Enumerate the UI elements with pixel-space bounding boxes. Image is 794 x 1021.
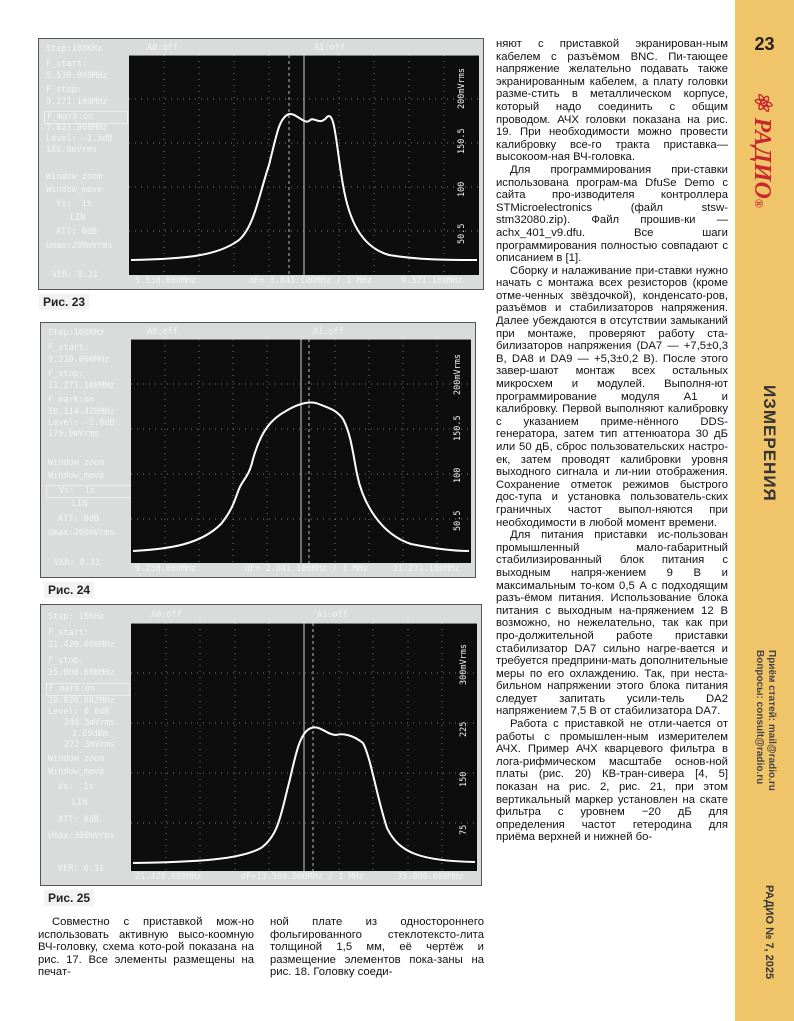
panel-fstop-label: F_stop: (48, 369, 84, 379)
panel-fstart-value: 9.230.000MHz (48, 355, 110, 365)
header-a1: A1:off (313, 327, 344, 337)
logo-atom-icon: ⚛ (749, 90, 775, 118)
footer-start-freq: 9.230.000MHz (135, 564, 197, 574)
figure-25-screenshot (40, 604, 482, 886)
y-tick: 100 (457, 181, 467, 197)
panel-window-move: Window_move (48, 767, 105, 777)
footer-stop-freq: 9.371.100MHz (401, 276, 463, 286)
logo-mark: ® (752, 198, 766, 208)
header-a0: A0:off (151, 610, 182, 620)
panel-window-move: Window_move (48, 471, 105, 481)
panel-step: Step: 10KHz (48, 612, 105, 622)
panel-lin: LIN (72, 798, 88, 808)
panel-level: Level: -2.0dB (48, 418, 115, 428)
panel-step: Step:100KHz (48, 328, 105, 338)
panel-fstop-label: F_stop: (46, 85, 82, 95)
page-sidebar: 23 ⚛ РАДИО® ИЗМЕРЕНИЯ Приём статей: mail@radio.ru Вопросы: consult@radio.ru РАДИО № 7, 2025 (735, 0, 794, 1021)
panel-vrms2: 272.3mVrms (64, 740, 116, 750)
panel-fstart-label: F_start: (48, 628, 89, 638)
bottom-left-text (38, 916, 254, 979)
panel-level: Level: 0.8dB (48, 707, 110, 717)
bottom-mid-text (270, 916, 484, 979)
figure-24-screenshot (40, 322, 476, 578)
scope-side-panel (44, 326, 128, 574)
paragraph: Работа с приставкой не отли-чается от работы с промышлен-ным измерителем АЧХ. Пример АЧХ кварцевого фильтра в лога-рифмическом масштабе основ-ной платы (рис. 20) КВ-тран-сивера [4, 5] показан на рис. 2, рис. 21, при этом вертикальный маркер установлен на скате фильтра с уровнем −20 дБ для определения частот гетеродина для приёма верхней и нижней бо- (496, 718, 728, 844)
y-tick: 50.5 (457, 223, 467, 244)
panel-fmark: F_mark:on (44, 111, 128, 124)
panel-att: ATT: 0dB (58, 815, 99, 825)
footer-stop-freq: 11.271.100MHz (393, 564, 460, 574)
panel-level: Level: -1.5dB (46, 134, 113, 144)
panel-version: VER: 8.31 (52, 270, 99, 280)
contacts-questions: Вопросы: consult@radio.ru (754, 650, 765, 785)
panel-lin: LIN (72, 499, 88, 509)
plot-area (131, 339, 471, 563)
footer-start-freq: 5.530.000MHz (135, 276, 197, 286)
footer-start-freq: 21.420.000MHz (135, 872, 202, 882)
y-tick: 50.5 (453, 510, 463, 531)
footer-span: dF= 3.841.100MHz / 1 MHz (249, 276, 372, 286)
scope-side-panel (42, 42, 126, 286)
panel-fstop-value: 35.000.000MHz (48, 668, 115, 678)
panel-fstop-value: 11.271.100MHz (48, 381, 115, 391)
panel-version: VER: 6.31 (58, 864, 105, 874)
panel-att: ATT: 0dB (58, 514, 99, 524)
panel-vrms: 176.9mVrms (48, 429, 100, 439)
panel-fstop-value: 9.371.100MHz (46, 97, 108, 107)
spectrum-plot (131, 339, 471, 563)
right-text-column (496, 38, 728, 844)
paragraph: ной плате из одностороннего фольгированного стеклотексто-лита толщиной 1,5 мм, её чертёж и размещение элементов пока-заны на рис. 18. Головку соеди- (270, 916, 484, 979)
figure-23-caption: Рис. 23 (39, 294, 89, 310)
panel-dbm: 1.69dBm (72, 729, 108, 739)
panel-vs: Vs: 1s (56, 199, 92, 209)
panel-mark-freq: 28.026.882MHz (48, 696, 115, 706)
paragraph: няют с приставкой экранирован-ным кабелем с разъёмом BNC. Пи-тающее напряжение желательно подавать также экранированным кабелем, а плату головки разме-стить в металлическом корпусе, который надо соединить с общим проводом. АЧХ головки показана на рис. 19. При необходимости можно провести калибровку все-го тракта приставка—высокоом-ная ВЧ-головка. (496, 38, 728, 164)
paragraph: Для питания приставки ис-пользован промышленный мало-габаритный стабилизированный блок питания с выходным напря-жением 9 В и максимальным то-ком 0,5 А с подходящим разъ-ёмом питания. Использование блока питания с выходным на-пряжением 12 В возможно, но нежелательно, так как при про-должительной работе приставки стабилизатор DA7 сильно нагре-вается и требуется предприни-мать дополнительные меры по его охлаждению. Так, при неста-бильном напряжении этого блока питания следует запитать усили-тель DA2 напряжением 7,5 В от стабилизатора DA7. (496, 529, 728, 718)
panel-umax: Umax:300mVrms (48, 831, 115, 841)
panel-fstart-value: 5.530.000MHz (46, 71, 108, 81)
y-tick: 150.5 (453, 415, 463, 441)
panel-version: VER: 8.31 (54, 558, 101, 568)
y-tick: 300mVrms (459, 644, 469, 685)
panel-fstop-label: F_stop: (48, 656, 84, 666)
y-tick: 200mVrms (453, 354, 463, 395)
panel-window-move: Window_move (46, 185, 103, 195)
plot-area (131, 623, 477, 871)
panel-umax: Umax:200mVrms (46, 241, 113, 251)
panel-fstart-label: F_start: (46, 59, 87, 69)
paragraph: Для программирования при-ставки использована програм-ма DfuSe Demo с сайта про-изводителя контроллера STMicroelectronics (файл stsw-stm32080.zip). Файл прошив-ки — achx_401_v9.dfu. Все шаги программирования полностью совпадают с описанием в [1]. (496, 163, 728, 265)
panel-vs: Vs: 1s (46, 485, 140, 498)
y-tick: 200mVrms (457, 68, 467, 109)
panel-fmark: F_mark:on (46, 683, 130, 696)
panel-mark-freq: 7.027.968MHz (46, 123, 108, 133)
panel-fmark: F_mark:on (48, 395, 95, 405)
y-tick: 150 (459, 771, 469, 787)
paragraph: Сборку и налаживание при-ставки нужно начать с монтажа всех резисторов (кроме отме-ченных звёздочкой), конденсато-ров, разъёмов и стабилизаторов напряжения. Далее убеждаются в отсутствии замыканий при монтаже, проверяют работу ста-билизаторов напряжения (DA7 — +7,5±0,3 В, DA8 и DA9 — +5,3±0,2 В). После этого завер-шают монтаж всех остальных микросхем и модулей. Выполня-ют программирование модуля A1 и калибровку. Первой выполняют калибровку с указанием приме-нённого DDS-генератора, затем тип аттенюатора 30 дБ или 50 дБ, сброс пользовательских настро-ек, затем проводят калибровки уровня выходного сигнала и ли-нии отображения. Сохранение отметок режимов быстрого дос-тупа и установка пользователь-ских граничных частот выпол-няются при необходимости в любой момент времени. (496, 264, 728, 529)
plot-area (129, 55, 479, 275)
page-number: 23 (754, 34, 775, 54)
paragraph: Совместно с приставкой мож-но использовать активную высо-коомную ВЧ-головку, схема кото-рой показана на рис. 17. Все элементы размещены на печат- (38, 916, 254, 979)
panel-att: ATT: 0dB (56, 227, 97, 237)
figure-24-caption: Рис. 24 (44, 582, 94, 598)
scope-side-panel (44, 608, 128, 882)
y-tick: 75 (459, 824, 469, 835)
spectrum-plot (131, 623, 477, 871)
header-a0: A0:off (147, 327, 178, 337)
header-a1: A1:off (317, 610, 348, 620)
panel-fstart-value: 21.420.000MHz (48, 640, 115, 650)
panel-window-zoom: Window_zoom (48, 754, 105, 764)
panel-fstart-label: F_start: (48, 343, 89, 353)
header-a0: A0:off (147, 43, 178, 53)
panel-window-zoom: Window_zoom (46, 172, 103, 182)
footer-span: dF= 2.041.100MHz / 1 MHz (245, 564, 368, 574)
y-tick: 150.5 (457, 128, 467, 154)
y-tick: 225 (459, 721, 469, 737)
figure-25-caption: Рис. 25 (44, 890, 94, 906)
footer-stop-freq: 35.000.000MHz (397, 872, 464, 882)
footer-span: dF=13.580.000MHz / 1 MHz (241, 872, 364, 882)
logo-text: РАДИО (749, 117, 775, 199)
panel-vrms: 186.6mVrms (46, 145, 98, 155)
spectrum-plot (129, 55, 479, 275)
panel-window-zoom: Window_zoom (48, 458, 105, 468)
panel-mark-freq: 10.114.420MHz (48, 407, 115, 417)
panel-vs: Vs: 1s (58, 782, 94, 792)
panel-umax: Umax:200mVrms (48, 528, 115, 538)
panel-vrms: 246.5mVrms (64, 718, 116, 728)
header-a1: A1:off (314, 43, 345, 53)
contacts-submissions: Приём статей: mail@radio.ru (766, 650, 777, 791)
panel-step: Step:100KHz (46, 44, 103, 54)
figure-23-screenshot (38, 38, 484, 290)
y-tick: 100 (453, 467, 463, 483)
panel-lin: LIN (70, 213, 86, 223)
